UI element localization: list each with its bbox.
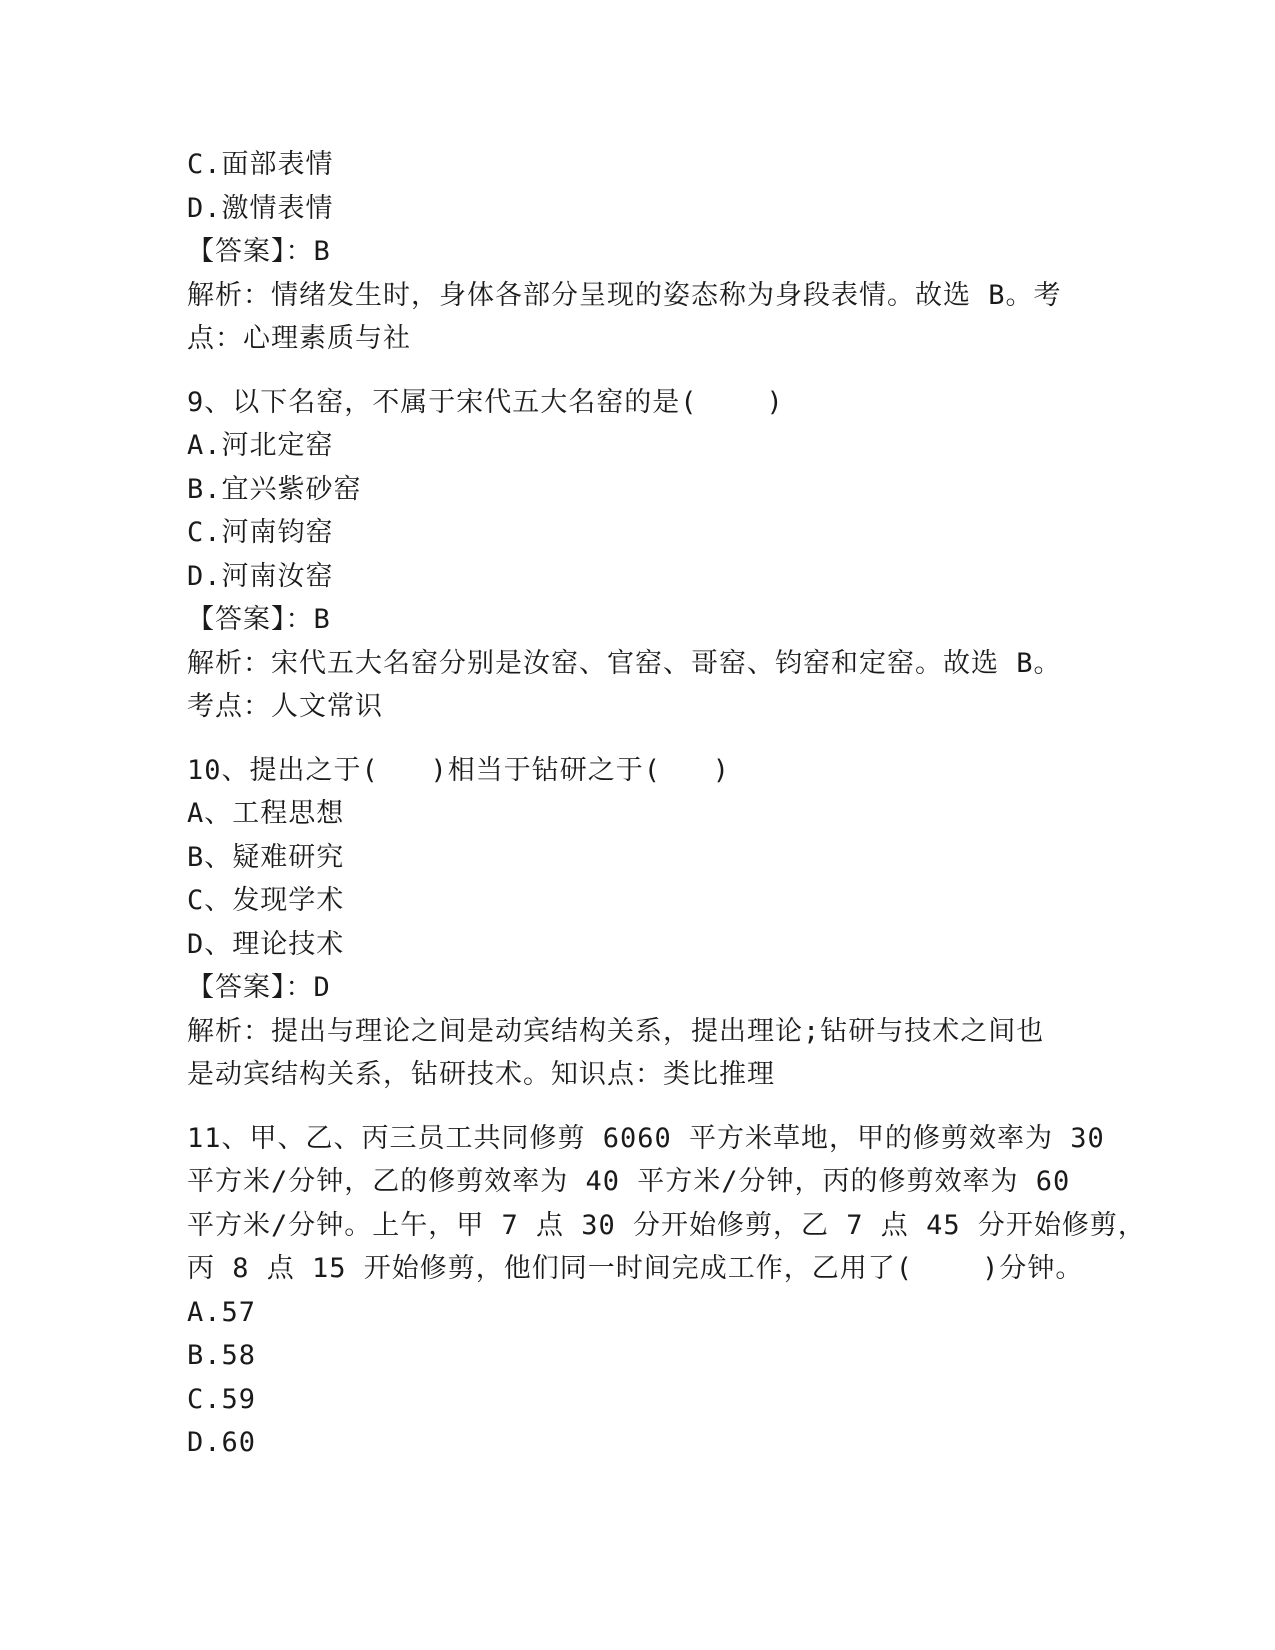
text-line: B、疑难研究 <box>187 841 345 873</box>
text-line: 平方米/分钟。上午，甲 7 点 30 分开始修剪，乙 7 点 45 分开始修剪， <box>187 1209 1146 1241</box>
text-line: C.59 <box>187 1383 257 1415</box>
question-block <box>187 381 1087 729</box>
question-block <box>187 143 1087 361</box>
text-line: 10、提出之于( )相当于钻研之于( ) <box>187 754 731 786</box>
text-line: 【答案】：B <box>187 604 331 635</box>
text-line: 平方米/分钟，乙的修剪效率为 40 平方米/分钟，丙的修剪效率为 60 <box>187 1166 1071 1197</box>
text-line: A、工程思想 <box>187 798 345 829</box>
text-line: B.宜兴紫砂窑 <box>187 473 362 505</box>
text-line: 11、甲、乙、丙三员工共同修剪 6060 平方米草地，甲的修剪效率为 30 <box>187 1122 1105 1154</box>
text-line: 【答案】：D <box>187 972 331 1003</box>
text-line: B.58 <box>187 1340 257 1371</box>
text-line: C.河南钧窑 <box>187 517 334 548</box>
text-line: 是动宾结构关系，钻研技术。知识点：类比推理 <box>187 1059 775 1090</box>
document-body <box>187 143 1146 1465</box>
text-line: 考点：人文常识 <box>187 691 383 722</box>
text-line: 解析：提出与理论之间是动宾结构关系，提出理论;钻研与技术之间也 <box>187 1015 1045 1047</box>
text-line: D.河南汝窑 <box>187 560 334 592</box>
block-gap <box>187 361 1087 381</box>
block-gap <box>187 1097 1087 1117</box>
text-line: C.面部表情 <box>187 149 334 180</box>
text-line: 【答案】：B <box>187 236 331 267</box>
text-line: 点：心理素质与社 <box>187 323 411 354</box>
text-line: D、理论技术 <box>187 928 345 960</box>
text-line: C、发现学术 <box>187 885 345 916</box>
block-gap <box>187 729 1087 749</box>
text-line: A.57 <box>187 1296 257 1328</box>
question-block <box>187 749 1087 1097</box>
question-block <box>187 1117 1146 1465</box>
text-line: 丙 8 点 15 开始修剪，他们同一时间完成工作，乙用了( )分钟。 <box>187 1253 1084 1284</box>
text-line: A.河北定窑 <box>187 430 334 461</box>
text-line: 解析：情绪发生时，身体各部分呈现的姿态称为身段表情。故选 B。考 <box>187 279 1062 311</box>
text-line: D.60 <box>187 1427 257 1458</box>
text-line: 9、以下名窑，不属于宋代五大名窑的是( ) <box>187 386 784 418</box>
text-line: 解析：宋代五大名窑分别是汝窑、官窑、哥窑、钧窑和定窑。故选 B。 <box>187 647 1062 679</box>
text-line: D.激情表情 <box>187 192 334 224</box>
